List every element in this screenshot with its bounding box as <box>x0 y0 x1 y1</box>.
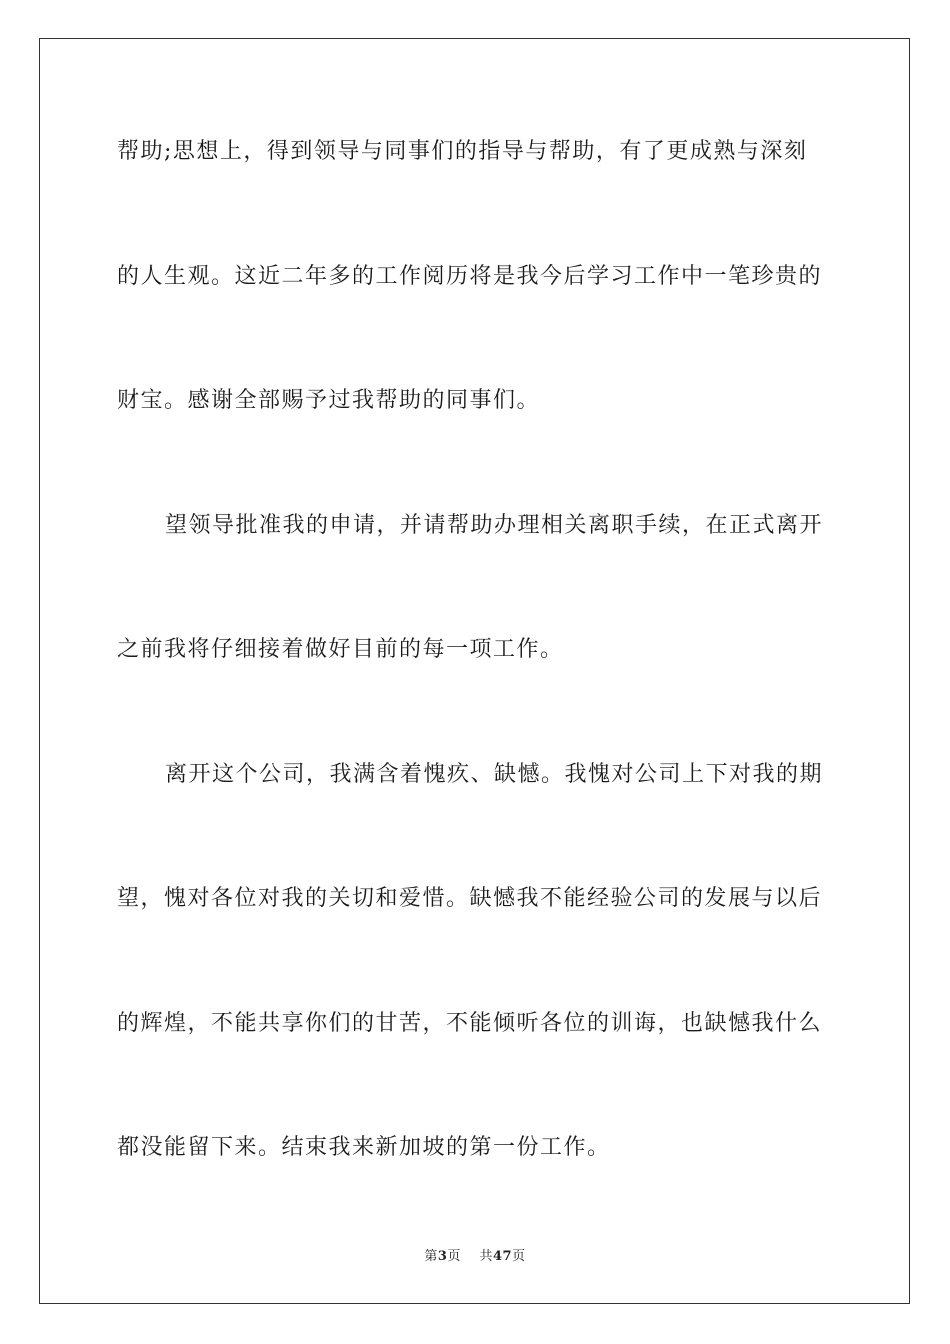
page-border <box>39 38 910 1304</box>
text-line: 之前我将仔细接着做好目前的每一项工作。 <box>117 637 564 662</box>
total-prefix: 共 <box>479 1249 493 1264</box>
total-pages: 47 <box>493 1249 513 1264</box>
text-line: 财宝。感谢全部赐予过我帮助的同事们。 <box>117 388 541 413</box>
page-number: 3 <box>437 1249 448 1264</box>
text-line: 帮助;思想上，得到领导与同事们的指导与帮助，有了更成熟与深刻 <box>117 139 808 164</box>
paragraph-first-line: 望领导批准我的申请，并请帮助办理相关离职手续，在正式离开 <box>165 513 824 538</box>
text-line: 的人生观。这近二年多的工作阅历将是我今后学习工作中一笔珍贵的 <box>117 264 823 289</box>
paragraph-first-line: 离开这个公司，我满含着愧疚、缺憾。我愧对公司上下对我的期 <box>165 762 824 787</box>
text-line: 望，愧对各位对我的关切和爱惜。缺憾我不能经验公司的发展与以后 <box>117 886 823 911</box>
page-prefix: 第 <box>424 1249 438 1264</box>
total-suffix: 页 <box>512 1249 526 1264</box>
page-footer <box>0 1245 950 1264</box>
page-suffix: 页 <box>447 1249 461 1264</box>
text-line: 的辉煌，不能共享你们的甘苦，不能倾听各位的训诲，也缺憾我什么 <box>117 1011 823 1036</box>
text-line: 都没能留下来。结束我来新加坡的第一份工作。 <box>117 1135 611 1160</box>
